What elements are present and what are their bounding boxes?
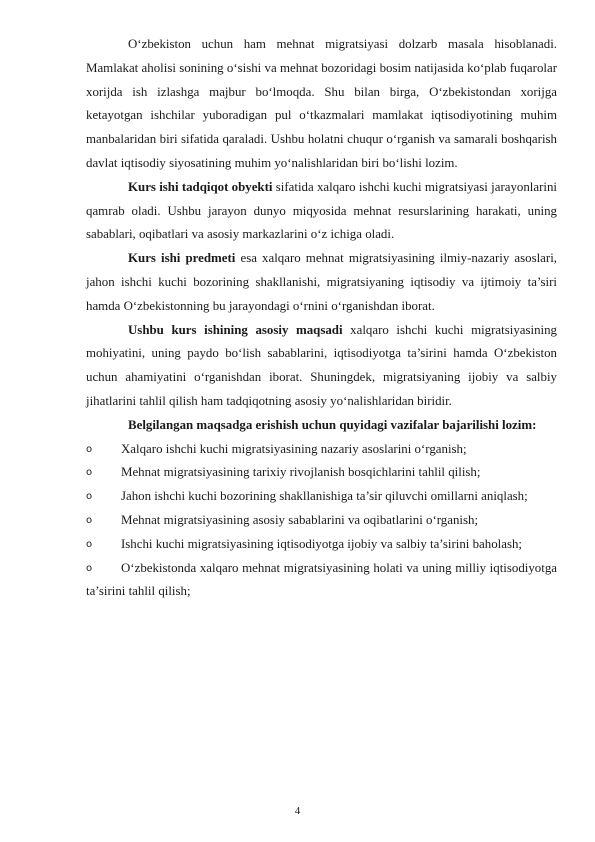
page-number: 4	[294, 805, 301, 817]
list-item-text: O‘zbekistonda xalqaro mehnat migratsiyasining holati va uning milliy iqtisodiyotga ta’sirini tahlil qilish;	[86, 560, 557, 599]
list-item	[86, 461, 557, 485]
goal-text: xalqaro ishchi kuchi migratsiyasining mohiyatini, uning paydo bo‘lish sabablarini, iqtisodiyotga ta’sirini hamda O‘zbekiston uchun ahamiyatini o‘rganishdan iborat. Shuningdek, migratsiyaning ijobiy va salbiy jihatlarini tahlil qilish ham tadqiqotning asosiy yo‘nalishlaridan biridir.	[86, 322, 557, 408]
document-body	[86, 33, 557, 604]
bullet-icon: o	[86, 538, 93, 550]
list-item	[86, 438, 557, 462]
list-item	[86, 509, 557, 533]
intro-paragraph: O‘zbekiston uchun ham mehnat migratsiyasi dolzarb masala hisoblanadi. Mamlakat aholisi sonining o‘sishi va mehnat bozoridagi bosim natijasida ko‘plab fuqarolar xorijda ish izlashga majbur bo‘lmoqda. Shu bilan birga, O‘zbekistondan xorijga ketayotgan ishchilar yuboradigan pul o‘tkazmalari mamlakat iqtisodiyotining muhim manbalaridan biri sifatida qaraladi. Ushbu holatni chuqur o‘rganish va samarali boshqarish davlat iqtisodiy siyosatining muhim yo‘nalishlaridan biri bo‘lishi lozim.	[86, 37, 557, 170]
tasks-list	[86, 438, 557, 605]
subject-text: esa xalqaro mehnat migratsiyasining ilmiy-nazariy asoslari, jahon ishchi kuchi bozorining shakllanishi, migratsiyaning iqtisodiy va ijtimoiy ta’siri hamda O‘zbekistonning bu jarayondagi o‘rnini o‘rganishdan iborat.	[86, 251, 557, 313]
list-item-text: Mehnat migratsiyasining tarixiy rivojlanish bosqichlarini tahlil qilish;	[121, 465, 481, 480]
list-item	[86, 533, 557, 557]
bullet-icon: o	[86, 491, 93, 503]
subject-paragraph	[86, 247, 557, 318]
bullet-icon: o	[86, 467, 93, 479]
goal-term: Ushbu kurs ishining asosiy maqsadi	[128, 322, 343, 337]
list-item	[86, 485, 557, 509]
bullet-icon: o	[86, 443, 93, 455]
list-item-text: Ishchi kuchi migratsiyasining iqtisodiyotga ijobiy va salbiy ta’sirini baholash;	[121, 536, 522, 551]
goal-paragraph	[86, 319, 557, 414]
object-term: Kurs ishi tadqiqot obyekti	[128, 179, 273, 194]
bullet-icon: o	[86, 562, 93, 574]
list-item-text: Xalqaro ishchi kuchi migratsiyasining nazariy asoslarini o‘rganish;	[121, 441, 467, 456]
list-item-text: Jahon ishchi kuchi bozorining shakllanishiga ta’sir qiluvchi omillarni aniqlash;	[121, 489, 528, 504]
list-item	[86, 557, 557, 605]
object-text: sifatida xalqaro ishchi kuchi migratsiyasi jarayonlarini qamrab oladi. Ushbu jarayon dunyo miqyosida mehnat resurslarining harakati, uning sabablari, oqibatlari va asosiy markazlarini o‘z ichiga oladi.	[86, 179, 557, 242]
object-paragraph	[86, 176, 557, 247]
bullet-icon: o	[86, 514, 93, 526]
tasks-heading: Belgilangan maqsadga erishish uchun quyidagi vazifalar bajarilishi lozim:	[128, 417, 537, 432]
subject-term: Kurs ishi predmeti	[128, 251, 236, 266]
list-item-text: Mehnat migratsiyasining asosiy sabablarini va oqibatlarini o‘rganish;	[121, 512, 479, 527]
